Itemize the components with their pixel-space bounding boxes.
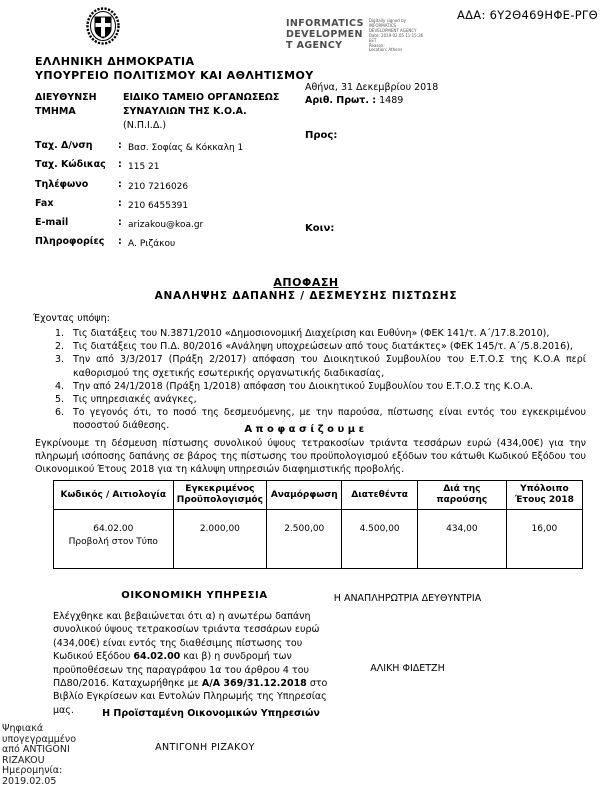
hellenic-republic-title: ΕΛΛΗΝΙΚΗ ΔΗΜΟΚΡΑΤΙΑ [35, 55, 195, 68]
decision-subtitle: ΑΝΑΛΗΨΗΣ ΔΑΠΑΝΗΣ / ΔΕΣΜΕΥΣΗΣ ΠΙΣΤΩΣΗΣ [154, 290, 458, 302]
cell-revision: 2.500,00 [267, 510, 342, 569]
sender-contact-block [35, 91, 303, 256]
col-header-remaining: Υπόλοιπο Έτους 2018 [506, 481, 582, 510]
contact-row-email: E-mail : arizakou@koa.gr [35, 217, 303, 236]
decision-title: ΑΠΟΦΑΣΗ [273, 276, 339, 289]
financial-service-title: ΟΙΚΟΝΟΜΙΚΗ ΥΠΗΡΕΣΙΑ [121, 590, 268, 601]
direction-department-row [35, 91, 303, 133]
contact-row-address: Ταχ. Δ/νση : Βασ. Σοφίας & Κόκκαλη 1 [35, 140, 244, 153]
cell-approved-budget: 2.000,00 [173, 510, 267, 569]
expense-code: 64.02.00 [93, 524, 134, 534]
department-label: ΤΜΗΜΑ [35, 106, 76, 117]
list-item: 1. Τις διατάξεις του Ν.3871/2010 «Δημοσιονομική Διαχείριση και Ευθύνη» (ΦΕΚ 141/τ. Α΄/17.8.2010), [55, 328, 550, 339]
budget-table-row [54, 510, 583, 569]
legal-basis-list [55, 327, 586, 433]
contact-row-postal-code: Ταχ. Κώδικας : 115 21 [35, 159, 160, 173]
list-item: 4. Την από 24/1/2018 (Πράξη 1/2018) απόφαση του Διοικητικού Συμβουλίου του Ε.Τ.Ο.Σ της Κ.Ο.Α. [55, 380, 534, 392]
direction-note: (Ν.Π.Ι.Δ.) [123, 120, 167, 131]
cc-label: Κοιν: [305, 223, 335, 234]
greek-coat-of-arms-icon [83, 5, 123, 49]
having-regard-label: Έχοντας υπόψη: [33, 313, 110, 324]
cell-by-present: 434,00 [417, 510, 506, 569]
approval-paragraph: Εγκρίνουμε τη δέσμευση πίστωσης συνολικού ύψους τετρακοσίων τριάντα τεσσάρων ευρώ (434,00€) για την πληρωμή ισόποσης δαπάνης σε βάρος της πίστωσης του προϋπολογισμού εξόδων του κάτωθι Κωδικού Εξόδου του Οικονομικού Έτους 2018 για τη κάλυψη υπηρεσιών διαφημιστικής προβολής. [35, 438, 586, 476]
digital-signature-stamp [286, 18, 447, 53]
budget-table-header-row [54, 481, 583, 510]
direction-value: ΕΙΔΙΚΟ ΤΑΜΕΙΟ ΟΡΓΑΝΩΣΕΩΣ ΣΥΝΑΥΛΙΩΝ ΤΗΣ Κ.Ο.Α. [123, 92, 280, 117]
digital-signature-note: Ψηφιακά υπογεγραμμένο από ANTIGONI RIZAKOU Ημερομηνία: 2019.02.05 [2, 723, 77, 787]
list-item: 6. Το γεγονός ότι, το ποσό της δεσμευόμενης, με την παρούσα, πίστωσης είναι εντός του εγκεκριμένου ποσοστού διάθεσης. [55, 407, 586, 432]
cell-allocated: 4.500,00 [342, 510, 418, 569]
cell-remaining: 16,00 [506, 510, 582, 569]
col-header-code: Κωδικός / Αιτιολογία [54, 481, 174, 510]
decide-heading: Αποφασίζουμε [244, 424, 368, 435]
contact-row-fax: Fax : 210 6455391 [35, 197, 189, 211]
registry-number-bold: Α/Α 369/31.12.2018 [201, 678, 307, 690]
head-of-finance-title: Η Προϊσταμένη Οικονομικών Υπηρεσιών [102, 708, 320, 719]
verification-paragraph: Ελέγχθηκε και βεβαιώνεται ότι α) η ανωτέρω δαπάνη συνολικού ύψους τετρακοσίων τριάντα τεσσάρων ευρώ (434,00€) είναι εντός της διαθέσιμης πίστωσης του Κωδικού Εξόδου 64.02.00 και β) η συνδρομή των προϋποθέσεων της παραγράφου 1α του άρθρου 4 του ΠΔ80/2016. Καταχωρήθηκε με Α/Α 369/31.12.2018 στο Βιβλίο Εγκρίσεων και Εντολών Πληρωμής της Υπηρεσίας μας. [53, 611, 328, 716]
to-label: Προς: [305, 130, 338, 141]
col-header-allocated: Διατεθέντα [342, 481, 418, 510]
ministry-title: ΥΠΟΥΡΓΕΙΟ ΠΟΛΙΤΙΣΜΟΥ ΚΑΙ ΑΘΛΗΤΙΣΜΟΥ [35, 69, 314, 82]
head-of-finance-name: ΑΝΤΙΓΟΝΗ ΡΙΖΑΚΟΥ [155, 742, 255, 753]
stamp-agency-name: INFORMATICS DEVELOPMEN T AGENCY [286, 18, 364, 51]
list-item: 5. Τις υπηρεσιακές ανάγκες, [55, 394, 197, 406]
col-header-approved-budget: Εγκεκριμένος Προϋπολογισμός [173, 481, 267, 510]
protocol-number-line [305, 95, 403, 106]
budget-table [53, 480, 583, 569]
ada-label: ΑΔΑ: [456, 8, 486, 22]
protocol-number: 1489 [379, 95, 404, 106]
expense-description: Προβολή στον Τύπο [68, 537, 158, 547]
col-header-revision: Αναμόρφωση [267, 481, 342, 510]
contact-row-phone: Τηλέφωνο : 210 7216026 [35, 178, 189, 192]
ada-value: 6Υ2Θ469ΗΦΕ-ΡΓΘ [489, 8, 598, 22]
cell-code-description [54, 510, 174, 569]
stamp-signature-details: Digitally signed by INFORMATICS DEVELOPMENT AGENCY Date: 2019.02.05 11:15:36 EET Reason: Location: Athens [368, 18, 424, 53]
col-header-by-present: Διά της παρούσης [417, 481, 506, 510]
list-item: 2. Τις διατάξεις του Π.Δ. 80/2016 «Ανάληψη υποχρεώσεων από τους διατάκτες» (ΦΕΚ 145/τ. Α΄/5.8.2016), [55, 341, 573, 353]
contact-row-information: Πληροφορίες : Α. Ριζάκου [35, 236, 176, 250]
email-value: arizakou@koa.gr [128, 220, 204, 231]
list-item: 3. Την από 3/3/2017 (Πράξη 2/2017) απόφαση του Διοικητικού Συμβουλίου του Ε.Τ.Ο.Σ της Κ.Ο.Α περί καθορισμού της σχετικής εσωτερικής οργανωτικής διαδικασίας, [55, 354, 586, 379]
expense-code-bold: 64.02.00 [133, 651, 181, 663]
ada-code [457, 8, 598, 22]
deputy-director-title: Η ΑΝΑΠΛΗΡΩΤΡΙΑ ΔΕΥΘΥΝΤΡΙΑ [333, 593, 482, 604]
deputy-director-name: ΑΛΙΚΗ ΦΙΔΕΤΖΗ [370, 663, 445, 674]
city-date: Αθήνα, 31 Δεκεμβρίου 2018 [305, 82, 439, 93]
direction-label: ΔΙΕΥΘΥΝΣΗ [35, 92, 97, 103]
protocol-label: Αριθ. Πρωτ. : [305, 95, 377, 106]
